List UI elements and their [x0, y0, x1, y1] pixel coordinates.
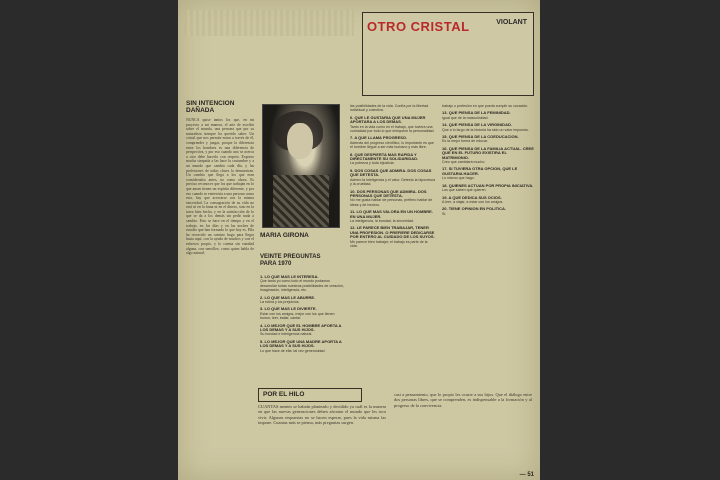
footer-title: POR EL HILO — [263, 391, 305, 398]
page-number: — 51 — [519, 472, 534, 478]
question-item: 14. QUE PIENSA DE LA VIRGINIDAD. Que a lo largo de la historia ha sido un valor impuesto. — [442, 122, 529, 132]
question-item: 9. DOS COSAS QUE ADMIRA. DOS COSAS QUE DETESTA. Admiro la inteligencia y el valor. Detesto la hipocresía y la crueldad. — [350, 167, 436, 187]
question-item: 8. QUE DESPIERTA MAS RAPIDA Y DIRECTAMENTE SU SOLIDARIDAD. La pobreza y toda injusticia. — [350, 151, 419, 166]
question-item: 12. LE PARECE BIEN TRABAJAR, TENER UNA PROFESION. O PREFIERE DEDICARSE POR ENTERO AL CUIDADO DE LOS SUYOS. Me parece bien trabajar; el trabajo es parte de la vida. — [350, 225, 435, 248]
question-item: 17. SI TUVIERA OTRA OPCION, QUE LE GUSTARIA HACER. Lo mismo que hago. — [442, 166, 518, 181]
question-item: 4. LO MEJOR QUE EL HOMBRE APORTA A LOS DEMAS Y A SUS HIJOS. Su bondad e inteligencia natural. — [260, 322, 342, 337]
left-body-text: NUNCA quise tantos los que, en mi proyecto a mi manera, el arte de escribir sobre el mundo, una persona que por su naturaleza siempre ha querido saber. Un cristal que nos permite mirar a través de él, comprender y juzgar, porque la diferencia entre los hombres es una diferencia de perspectiva, y por eso cuando uno se acerca a otro debe hacerlo con respeto. Expreso mucha simpatía a las hace la costumbre y a un mundo que cambia cada día, y las profesiones de todas clases lo demuestran. Un cambio que llega a los que eran considerados antes, no como ahora. Es preciso reconocer que los que trabajan en lo que aman tienen un espíritu diferente, y por eso cuando se entrevista a una persona como esta, hay que acercarse con la misma sinceridad. La consagración de su vida no está ni en la fama ni en el dinero, sino en la tarea bien hecha, y en la satisfacción de lo que se da a los demás sin pedir nada a cambio. Esto se hace en el tiempo y en el trabajo, en los días y en las noches de estudio que han formado lo que hoy es. Ella ha recorrido un camino largo para llegar hasta aquí, con la ayuda de muchos y con el esfuerzo propio, y lo cuenta sin vanidad alguna, con sencillez, como quien habla de algo natural. — [186, 118, 254, 256]
footer-title-box — [258, 388, 362, 402]
question-item: 7. A QUE LLAMA PROGRESO. Además del progreso científico, lo importante es que el hombre llegue a ser más humano y más libre. — [350, 135, 434, 150]
section-title: OTRO CRISTAL — [367, 19, 470, 34]
right-intro: trabajo o profesión en que pueda cumplir su vocación. — [442, 104, 529, 108]
left-heading-line1: SIN INTENCION — [186, 100, 235, 107]
title-box — [362, 12, 534, 96]
question-item: 15. QUE PIENSA DE LA COEDUCACION. Es la mejor forma de educar. — [442, 134, 519, 144]
question-item: 3. LO QUE MAS LE DIVIERTE. Estar con los amigos, mejor con los que tienen humor, leer, bailar, cantar. — [260, 306, 335, 321]
questions-col-b — [350, 104, 436, 384]
question-item: 5. LO MEJOR QUE UNA MADRE APORTA A LOS DEMAS Y A SUS HIJOS. Lo que hace de ella: tal vez generosidad. — [260, 338, 342, 353]
portrait-photo — [262, 104, 340, 228]
questions-title — [260, 254, 340, 268]
questions-col-c — [442, 104, 534, 384]
question-item: 16. QUE PIENSA DE LA FAMILIA ACTUAL. CREE QUE EN EL FUTURO EXISTIRA EL MATRIMONIO. Creo que cambiará mucho. — [442, 145, 534, 165]
questions-col-a — [260, 272, 346, 384]
section-tag: VIOLANT — [496, 19, 527, 26]
questions-title-line1: VEINTE PREGUNTAS — [260, 254, 321, 260]
question-item: 1. LO QUE MAS LE INTERESA. Que tanto yo como todo el mundo podamos desarrollar todas nuestras posibilidades de creación, imaginación, inteligencia, etc. — [260, 274, 344, 293]
header-band — [184, 10, 354, 36]
footer-col2: casi a pensamiento, que lo propio les ocurre a sus hijos. Que el diálogo entre dos personas libres, que se comprenden, es indispensable a la formación y al progreso de la convivencia. — [394, 392, 532, 408]
question-item: 2. LO QUE MAS LE ABURRE. La rutina y los prejuicios. — [260, 294, 316, 305]
left-heading — [186, 100, 234, 114]
middle-intro: las posibilidades de la vida. Confía por la libertad individual y colectiva. — [350, 104, 429, 113]
question-item: 19. A QUE DEDICA SUS OCIOS. A leer, a viajar, a estar con los amigos. — [442, 194, 504, 204]
magazine-page — [178, 0, 540, 480]
interviewee-name: MARIA GIRONA — [260, 232, 309, 239]
question-item: 6. QUE LE GUSTARIA QUE UNA MUJER APORTARA A LOS DEMAS. Tanto en la vida como en el trabajo, que tuviera una curiosidad por todo lo que enriquece la personalidad. — [350, 114, 435, 134]
question-item: 11. LO QUE MAS VALORA EN UN HOMBRE. EN UNA MUJER. La inteligencia, la bondad, la sinceridad. — [350, 209, 433, 223]
question-item: 13. QUE PIENSA DE LA FEMINIDAD. Igual que de la masculinidad. — [442, 110, 511, 120]
left-heading-line2: DAÑADA — [186, 107, 215, 114]
question-item: 20. TIENE OPINION EN POLITICA. Sí. — [442, 206, 507, 216]
questions-title-line2: PARA 1970 — [260, 261, 292, 267]
question-item: 10. DOS PERSONAS QUE ADMIRA. DOS PERSONAS QUE DETESTA. No me gusta hablar de personas, prefiero hablar de ideas y de hechos. — [350, 188, 433, 207]
footer-col1: CUANTAS mentes se habrán planteado y decidido ya cuál es la manera en que las nuevas generaciones deben afrontar el mundo que les toca vivir. Algunas respuestas no se hacen esperar, pues la vida misma las impone. Cuantas más se piensa, más preguntas surgen. — [258, 404, 386, 426]
question-item: 18. QUIENES ACTUAN POR PROPIA INICIATIVA. Los que saben qué quieren. — [442, 182, 534, 193]
